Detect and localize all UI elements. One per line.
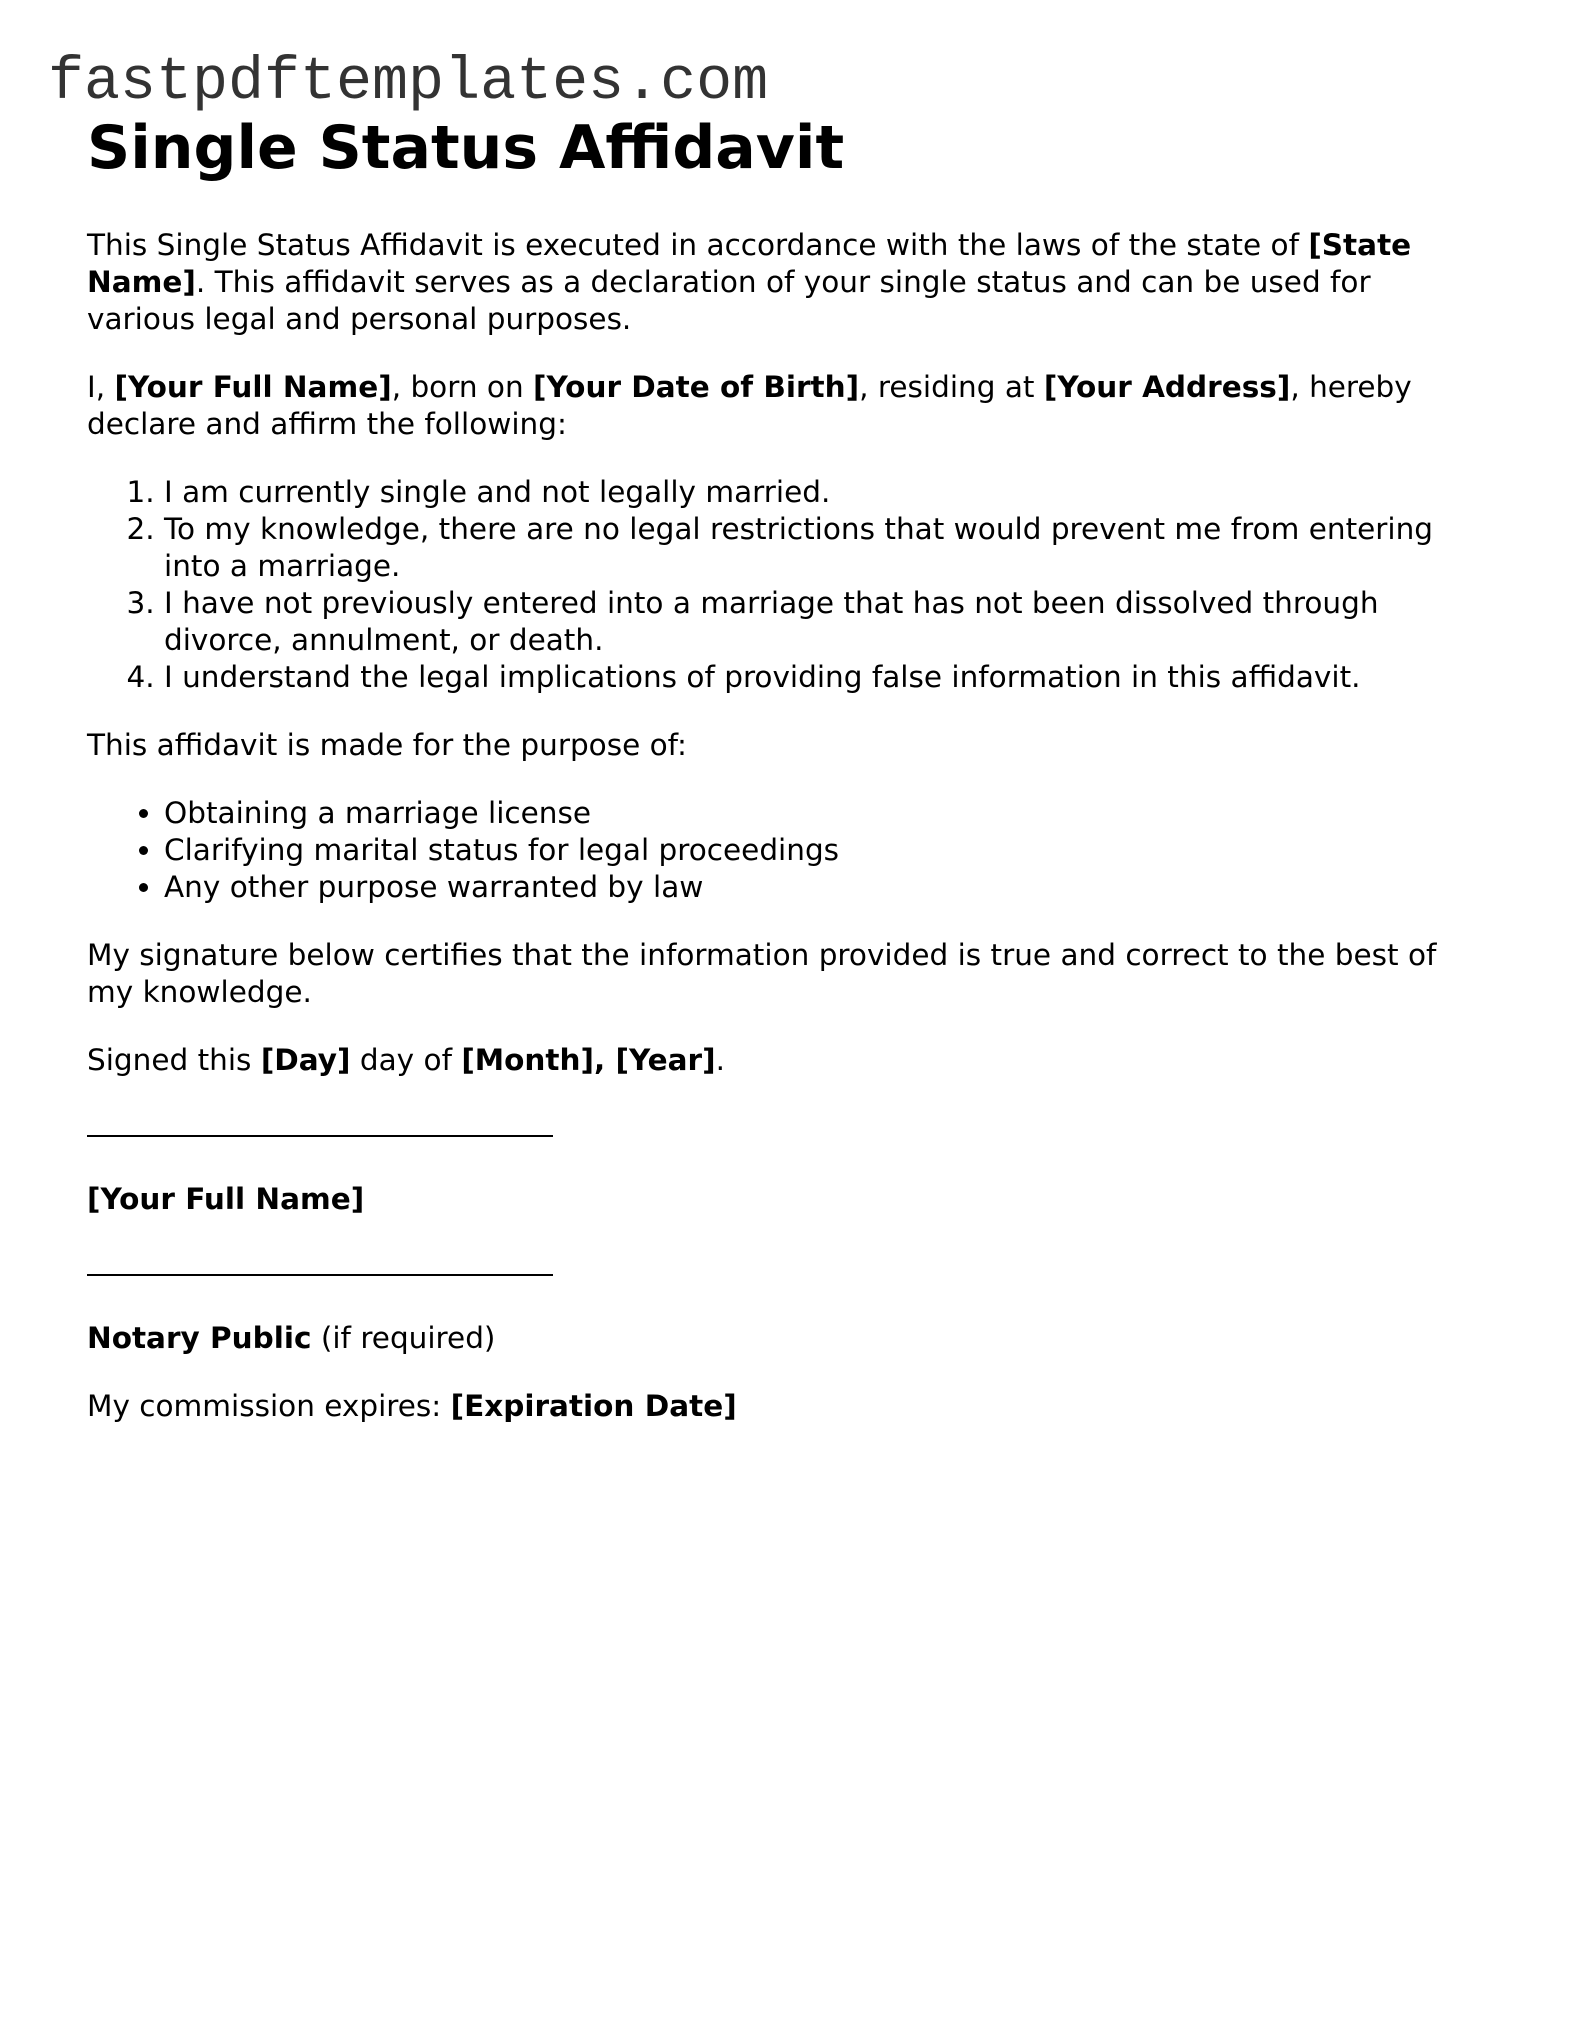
signed-text-3: . (715, 1043, 725, 1077)
declaration-text-2: , born on (391, 370, 534, 404)
statement-item: 1. I am currently single and not legally married. (164, 474, 1487, 511)
statement-item: 2. To my knowledge, there are no legal restrictions that would prevent me from entering into a marriage. (164, 511, 1487, 585)
signature-line (87, 1135, 553, 1137)
declaration-text-1: I, (87, 370, 115, 404)
address-placeholder: [Your Address] (1043, 370, 1291, 404)
day-placeholder: [Day] (260, 1043, 351, 1077)
dob-placeholder: [Your Date of Birth] (533, 370, 860, 404)
intro-text-2: . This affidavit serves as a declaration of your single status and can be used for various legal and personal purposes. (87, 265, 1371, 336)
notary-label: Notary Public (87, 1321, 312, 1355)
signer-name (87, 1181, 1487, 1218)
statement-item: 4. I understand the legal implications of providing false information in this affidavit. (164, 659, 1487, 696)
commission-label: My commission expires: (87, 1389, 451, 1423)
purpose-list (87, 795, 1487, 906)
statement-list (87, 474, 1487, 696)
purpose-item: • Clarifying marital status for legal proceedings (164, 832, 1487, 869)
document-body (87, 112, 1487, 1456)
certification-paragraph: My signature below certifies that the information provided is true and correct to the best of my knowledge. (87, 938, 1437, 1009)
intro-text-1: This Single Status Affidavit is executed in accordance with the laws of the state of (87, 228, 1309, 262)
signed-date-line (87, 1042, 1487, 1079)
statement-item: 3. I have not previously entered into a marriage that has not been dissolved through divorce, annulment, or death. (164, 585, 1487, 659)
month-year-placeholder: [Month], [Year] (461, 1043, 716, 1077)
page-title: Single Status Affidavit (87, 113, 845, 183)
notary-line (87, 1320, 1487, 1357)
notary-signature-line (87, 1274, 553, 1276)
signed-text-2: day of (350, 1043, 462, 1077)
intro-paragraph (87, 227, 1487, 338)
purpose-intro: This affidavit is made for the purpose of: (87, 728, 687, 762)
purpose-item: • Obtaining a marriage license (164, 795, 1487, 832)
signed-text-1: Signed this (87, 1043, 261, 1077)
notary-note: (if required) (311, 1321, 496, 1355)
commission-line (87, 1388, 1487, 1425)
declaration-text-4: , hereby declare and affirm the following: (87, 370, 1412, 441)
declaration-paragraph (87, 369, 1487, 443)
purpose-item: • Any other purpose warranted by law (164, 869, 1487, 906)
expiration-date-placeholder: [Expiration Date] (450, 1389, 737, 1423)
watermark: fastpdftemplates.com (48, 49, 769, 117)
state-name-placeholder: [State Name] (87, 228, 1412, 299)
declaration-text-3: , residing at (859, 370, 1044, 404)
signer-name-placeholder: [Your Full Name] (87, 1182, 365, 1216)
full-name-placeholder: [Your Full Name] (114, 370, 392, 404)
